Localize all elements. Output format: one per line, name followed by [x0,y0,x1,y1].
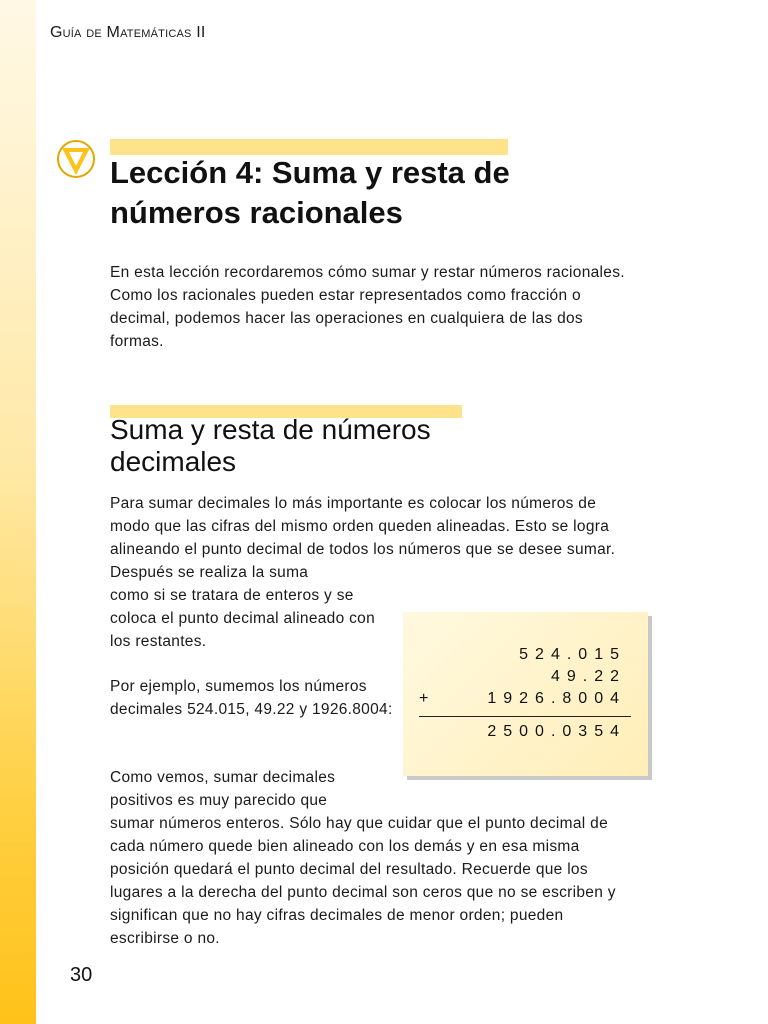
lesson-badge-icon [56,139,96,179]
page-edge-strip [0,0,36,1024]
paragraph: Como vemos, sumar decimales positivos es muy parecido que [110,769,336,809]
section-title: Suma y resta de números decimales [110,414,431,477]
sum-line [419,716,631,717]
paragraph: Para sumar decimales lo más importante es colocar los números de modo que las cifras del mismo orden queden alineadas. Esto se logra alineando el punto decimal de todos los números que se desee sumar. Después se realiza la suma [110,495,616,581]
running-head: Guía de Matemáticas II [50,24,206,41]
addend: 49.22 [550,668,626,685]
page-number: 30 [70,964,93,986]
addend: 1926.8004 [487,690,626,707]
sum-result: 2500.0354 [487,723,626,740]
decimal-sum-example [403,612,648,776]
paragraph: sumar números enteros. Sólo hay que cuidar que el punto decimal de cada número quede bien alineado con los demás y en esa misma posición quedará el punto decimal del resultado. Recuerde que los lugares a la derecha del punto decimal son ceros que no se escriben y significan que no hay cifras decimales de menor orden; pueden escribirse o no. [110,815,616,947]
paragraph: como si se tratara de enteros y se coloca el punto decimal alineado con los restantes. [110,587,375,650]
plus-sign: + [419,690,429,707]
lesson-title: Lección 4: Suma y resta de números racionales [110,155,510,230]
addend: 524.015 [519,646,626,663]
lesson-intro: En esta lección recordaremos cómo sumar y restar números racionales. Como los racionales pueden estar representados como fracción o decimal, podemos hacer las operaciones en cualquiera de las dos formas. [110,264,625,350]
paragraph: Por ejemplo, sumemos los números decimales 524.015, 49.22 y 1926.8004: [110,678,393,718]
